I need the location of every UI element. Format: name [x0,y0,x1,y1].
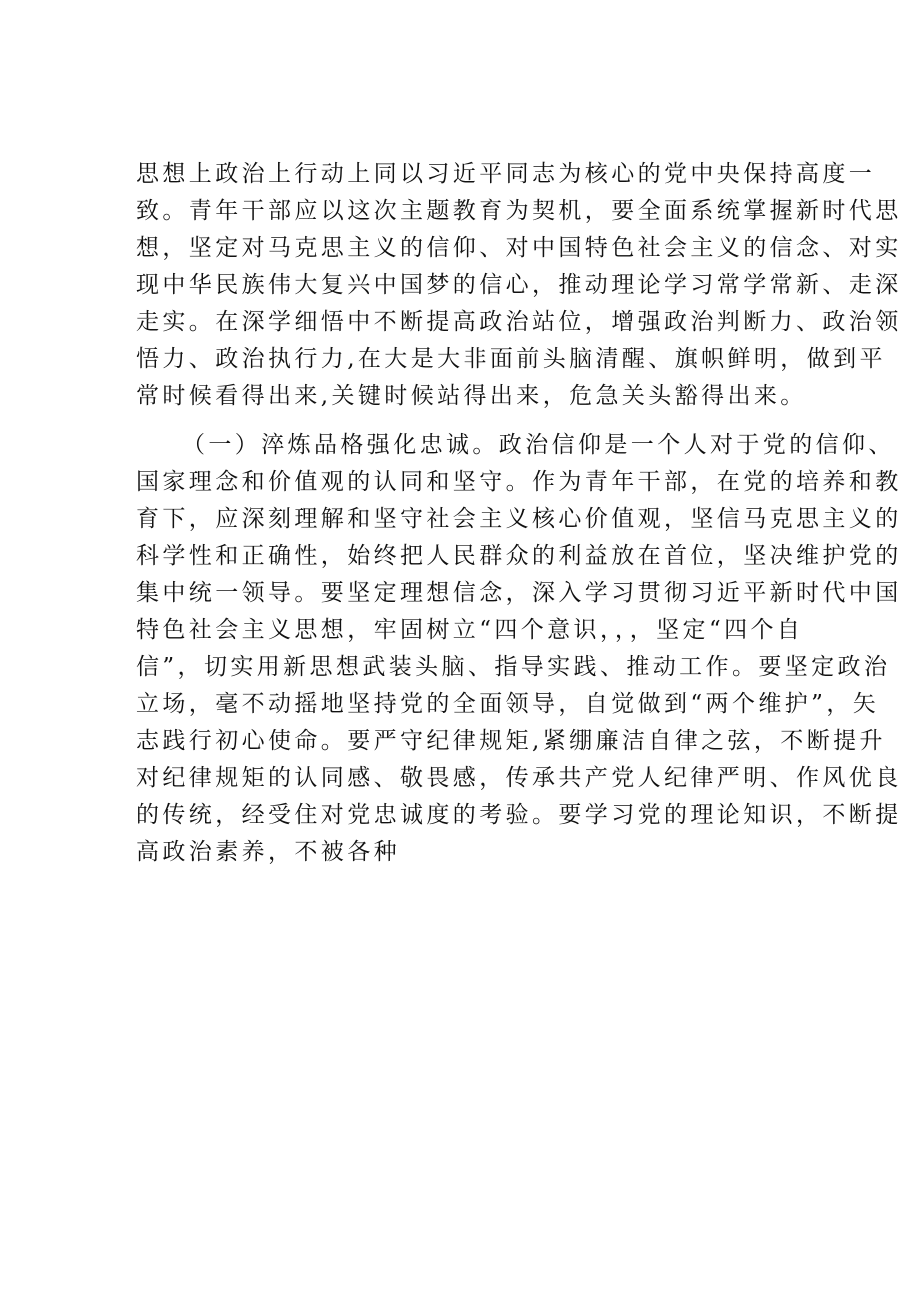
text-line: 致。青年干部应以这次主题教育为契机，要全面系统掌握新时代思 [136,198,902,224]
text-line: 对纪律规矩的认同感、敬畏感，传承共产党人纪律严明、作风优良 [136,765,902,791]
text-line: 现中华民族伟大复兴中国梦的信心，推动理论学习常学常新、走深 [136,272,902,298]
text-line: （一）淬炼品格强化忠诚。政治信仰是一个人对于党的信仰、 [182,432,895,458]
document-body [136,156,902,871]
text-line: 信”，切实用新思想武装头脑、指导实践、推动工作。要坚定政治 [136,654,891,680]
paragraph-2 [136,427,902,871]
text-line: 悟力、政治执行力,在大是大非面前头脑清醒、旗帜鲜明，做到平 [136,346,886,372]
text-line: 特色社会主义思想，牢固树立“四个意识，，，坚定“四个自 [136,617,804,643]
text-line: 国家理念和价值观的认同和坚守。作为青年干部，在党的培养和教 [136,469,902,495]
text-line: 常时候看得出来,关键时候站得出来，危急关头豁得出来。 [136,383,807,409]
text-line: 的传统，经受住对党忠诚度的考验。要学习党的理论知识，不断提 [136,802,902,828]
text-line: 集中统一领导。要坚定理想信念，深入学习贯彻习近平新时代中国 [136,580,902,606]
text-line: 想，坚定对马克思主义的信仰、对中国特色社会主义的信念、对实 [136,235,902,261]
text-line: 高政治素养，不被各种 [136,839,400,865]
text-line: 思想上政治上行动上同以习近平同志为核心的党中央保持高度一 [136,161,876,187]
text-line: 科学性和正确性，始终把人民群众的利益放在首位，坚决维护党的 [136,543,902,569]
text-line: 立场，毫不动摇地坚持党的全面领导，自觉做到“两个维护”，矢 [136,691,880,717]
text-line: 育下，应深刻理解和坚守社会主义核心价值观，坚信马克思主义的 [136,506,902,532]
text-line: 走实。在深学细悟中不断提高政治站位，增强政治判断力、政治领 [136,309,902,335]
text-line: 志践行初心使命。要严守纪律规矩,紧绷廉洁自律之弦，不断提升 [136,728,886,754]
paragraph-spacing [136,415,796,427]
paragraph-1 [136,156,902,415]
